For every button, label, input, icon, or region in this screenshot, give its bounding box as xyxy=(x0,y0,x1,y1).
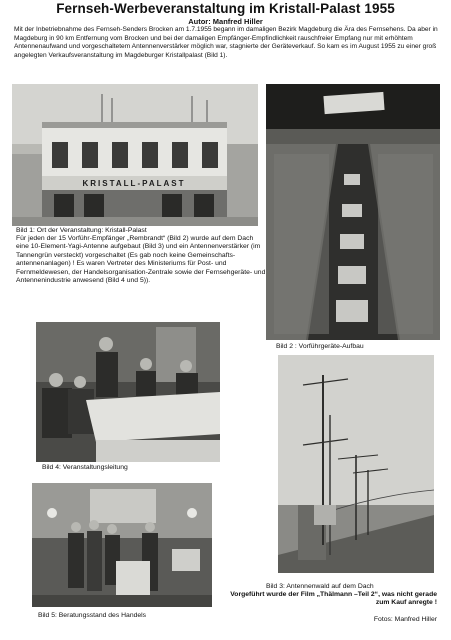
caption-bild-2: Bild 2 : Vorführgeräte-Aufbau xyxy=(276,343,364,350)
caption-bild-4: Bild 4: Veranstaltungsleitung xyxy=(42,464,128,471)
photo-antennenwald xyxy=(278,355,434,573)
film-note: Vorgeführt wurde der Film „Thälmann –Teil 2“, was nicht gerade zum Kauf anregte ! xyxy=(230,591,437,607)
intro-paragraph: Mit der Inbetriebnahme des Fernseh-Senders Brocken am 1.7.1955 begann im damaligen Bezirk Magdeburg die Ära des Fernsehens. Da aber in Magdeburg in 90 km Entfernung vom Brocken und bei der damaligen Empfänger-Empfindlichkeit rauschfreier Empfang nur mit erhöhtem Antennenaufwand und vorgeschaltetem Antennenverstärker möglich war, stagnierte der Geräteverkauf. So kam es im August 1955 zu einer groß angelegten Verkaufsveranstaltung im Magdeburger Kristallpalast (Bild 1). xyxy=(14,26,438,59)
caption-bild-1: Bild 1: Ort der Veranstaltung: Kristall-Palast xyxy=(16,227,147,234)
author-line: Autor: Manfred Hiller xyxy=(188,17,263,26)
photo-kristall-palast xyxy=(12,84,258,226)
photo-veranstaltungsleitung xyxy=(36,322,220,462)
building-sign: KRISTALL-PALAST xyxy=(82,179,186,188)
caption-bild-3: Bild 3: Antennenwald auf dem Dach xyxy=(266,583,374,590)
page-title: Fernseh-Werbeveranstaltung im Kristall-Palast 1955 xyxy=(56,1,395,16)
photo-beratungsstand xyxy=(32,483,212,607)
caption-bild-5: Bild 5: Beratungsstand des Handels xyxy=(38,612,147,619)
photo-vorfuehrgeraete-aufbau xyxy=(266,84,440,340)
photo-credit: Fotos: Manfred Hiller xyxy=(373,616,437,623)
body-paragraph: Für jeden der 15 Vorführ-Empfänger „Rembrandt“ (Bild 2) wurde auf dem Dach eine 10-Element-Yagi-Antenne aufgebaut (Bild 3) und ein Antennenverstärker (im Tannengrün versteckt) vorgeschaltet (Es gab noch keine Gemeinschafts-antennenanlagen) ! Es waren Vertreter des Ministeriums für Post- und Fernmeldewesen, der Handelsorganisation-Zentrale sowie der Fernsehgeräte- und Antennenindustrie anwesend (Bild 4 und 5)). xyxy=(16,235,266,285)
